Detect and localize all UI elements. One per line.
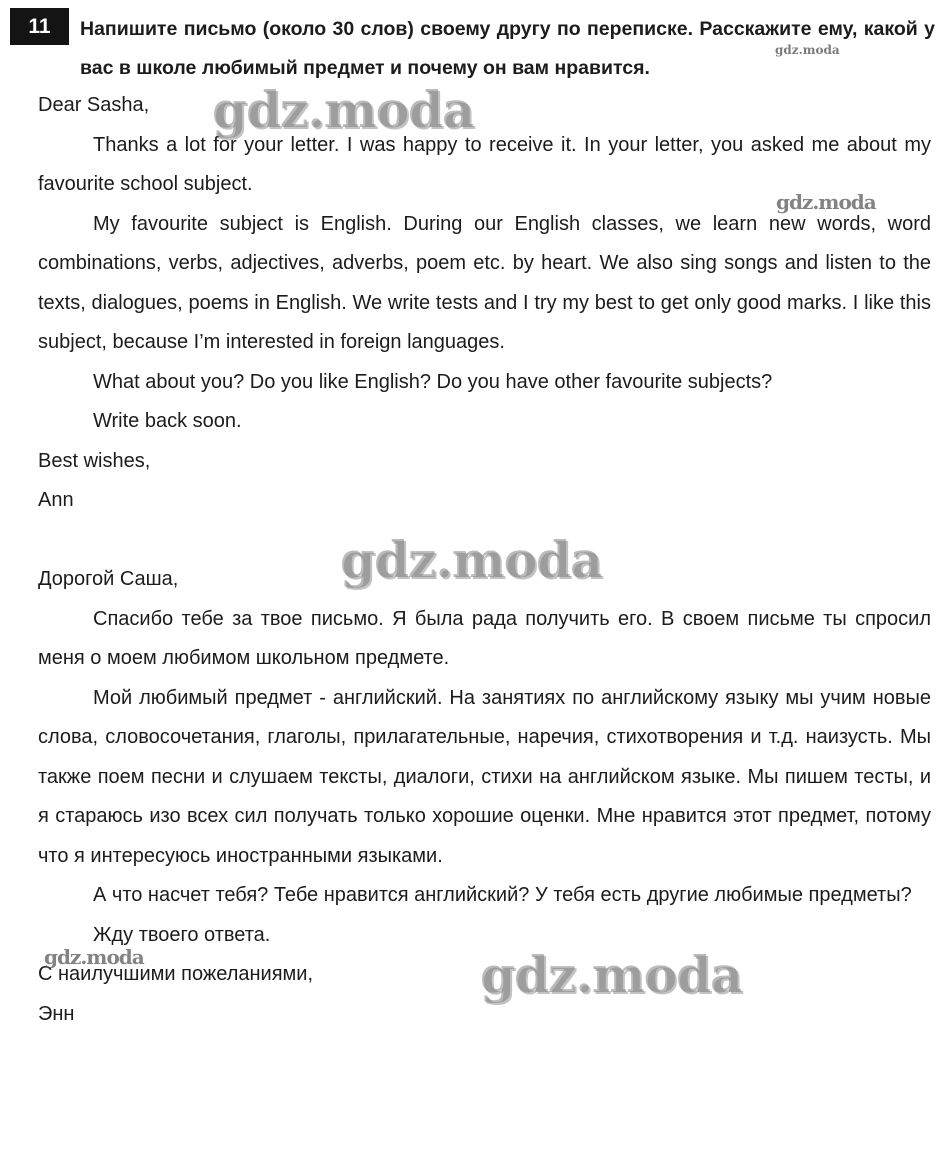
- task-number-badge: 11: [10, 8, 69, 45]
- watermark: gdz.moda: [44, 945, 144, 969]
- task-header: [10, 8, 935, 86]
- letter-paragraph: Write back soon.: [93, 410, 242, 432]
- watermark: gdz.moda: [212, 80, 474, 139]
- letter-english: [38, 86, 931, 521]
- letter-closing: С наилучшими пожеланиями,: [38, 963, 314, 985]
- letter-paragraph: Спасибо тебе за твое письмо. Я была рада получить его. В своем письме ты спросил меня о моем любимом школьном предмете.: [38, 607, 931, 669]
- letter-paragraph: My favourite subject is English. During our English classes, we learn new words, word combinations, verbs, adjectives, adverbs, poem etc. by heart. We also sing songs and listen to the texts, dialogues, poems in English. We write tests and I try my best to get only good marks. I like this subject, because I’m interested in foreign languages.: [38, 212, 931, 353]
- letter-signature: Энн: [38, 1002, 75, 1025]
- watermark: gdz.moda: [340, 530, 602, 589]
- watermark: gdz.moda: [480, 945, 742, 1004]
- letter-paragraph: А что насчет тебя? Тебе нравится английский? У тебя есть другие любимые предметы?: [93, 884, 912, 906]
- task-instruction: Напишите письмо (около 30 слов) своему другу по переписке. Расскажите ему, какой у вас в школе любимый предмет и почему он вам нравится.: [80, 18, 935, 79]
- letter-paragraph: Жду твоего ответа.: [93, 923, 271, 946]
- watermark: gdz.moda: [776, 190, 876, 214]
- letter-closing: Best wishes,: [38, 449, 151, 472]
- letter-signature: Ann: [38, 489, 74, 511]
- letter-greeting: Dear Sasha,: [38, 94, 150, 116]
- letter-paragraph: Thanks a lot for your letter. I was happy to receive it. In your letter, you asked me about my favourite school subject.: [38, 133, 931, 195]
- letter-paragraph: Мой любимый предмет - английский. На занятиях по английскому языку мы учим новые слова, словосочетания, глаголы, прилагательные, наречия, стихотворения и т.д. наизусть. Мы также поем песни и слушаем тексты, диалоги, стихи на английском языке. Мы пишем тесты, и я стараюсь изо всех сил получать только хорошие оценки. Мне нравится этот предмет, потому что я интересуюсь иностранными языками.: [38, 686, 931, 867]
- letter-russian: [38, 560, 931, 1034]
- letter-paragraph: What about you? Do you like English? Do you have other favourite subjects?: [93, 370, 773, 393]
- watermark: gdz.moda: [775, 43, 840, 57]
- letter-greeting: Дорогой Саша,: [38, 568, 179, 590]
